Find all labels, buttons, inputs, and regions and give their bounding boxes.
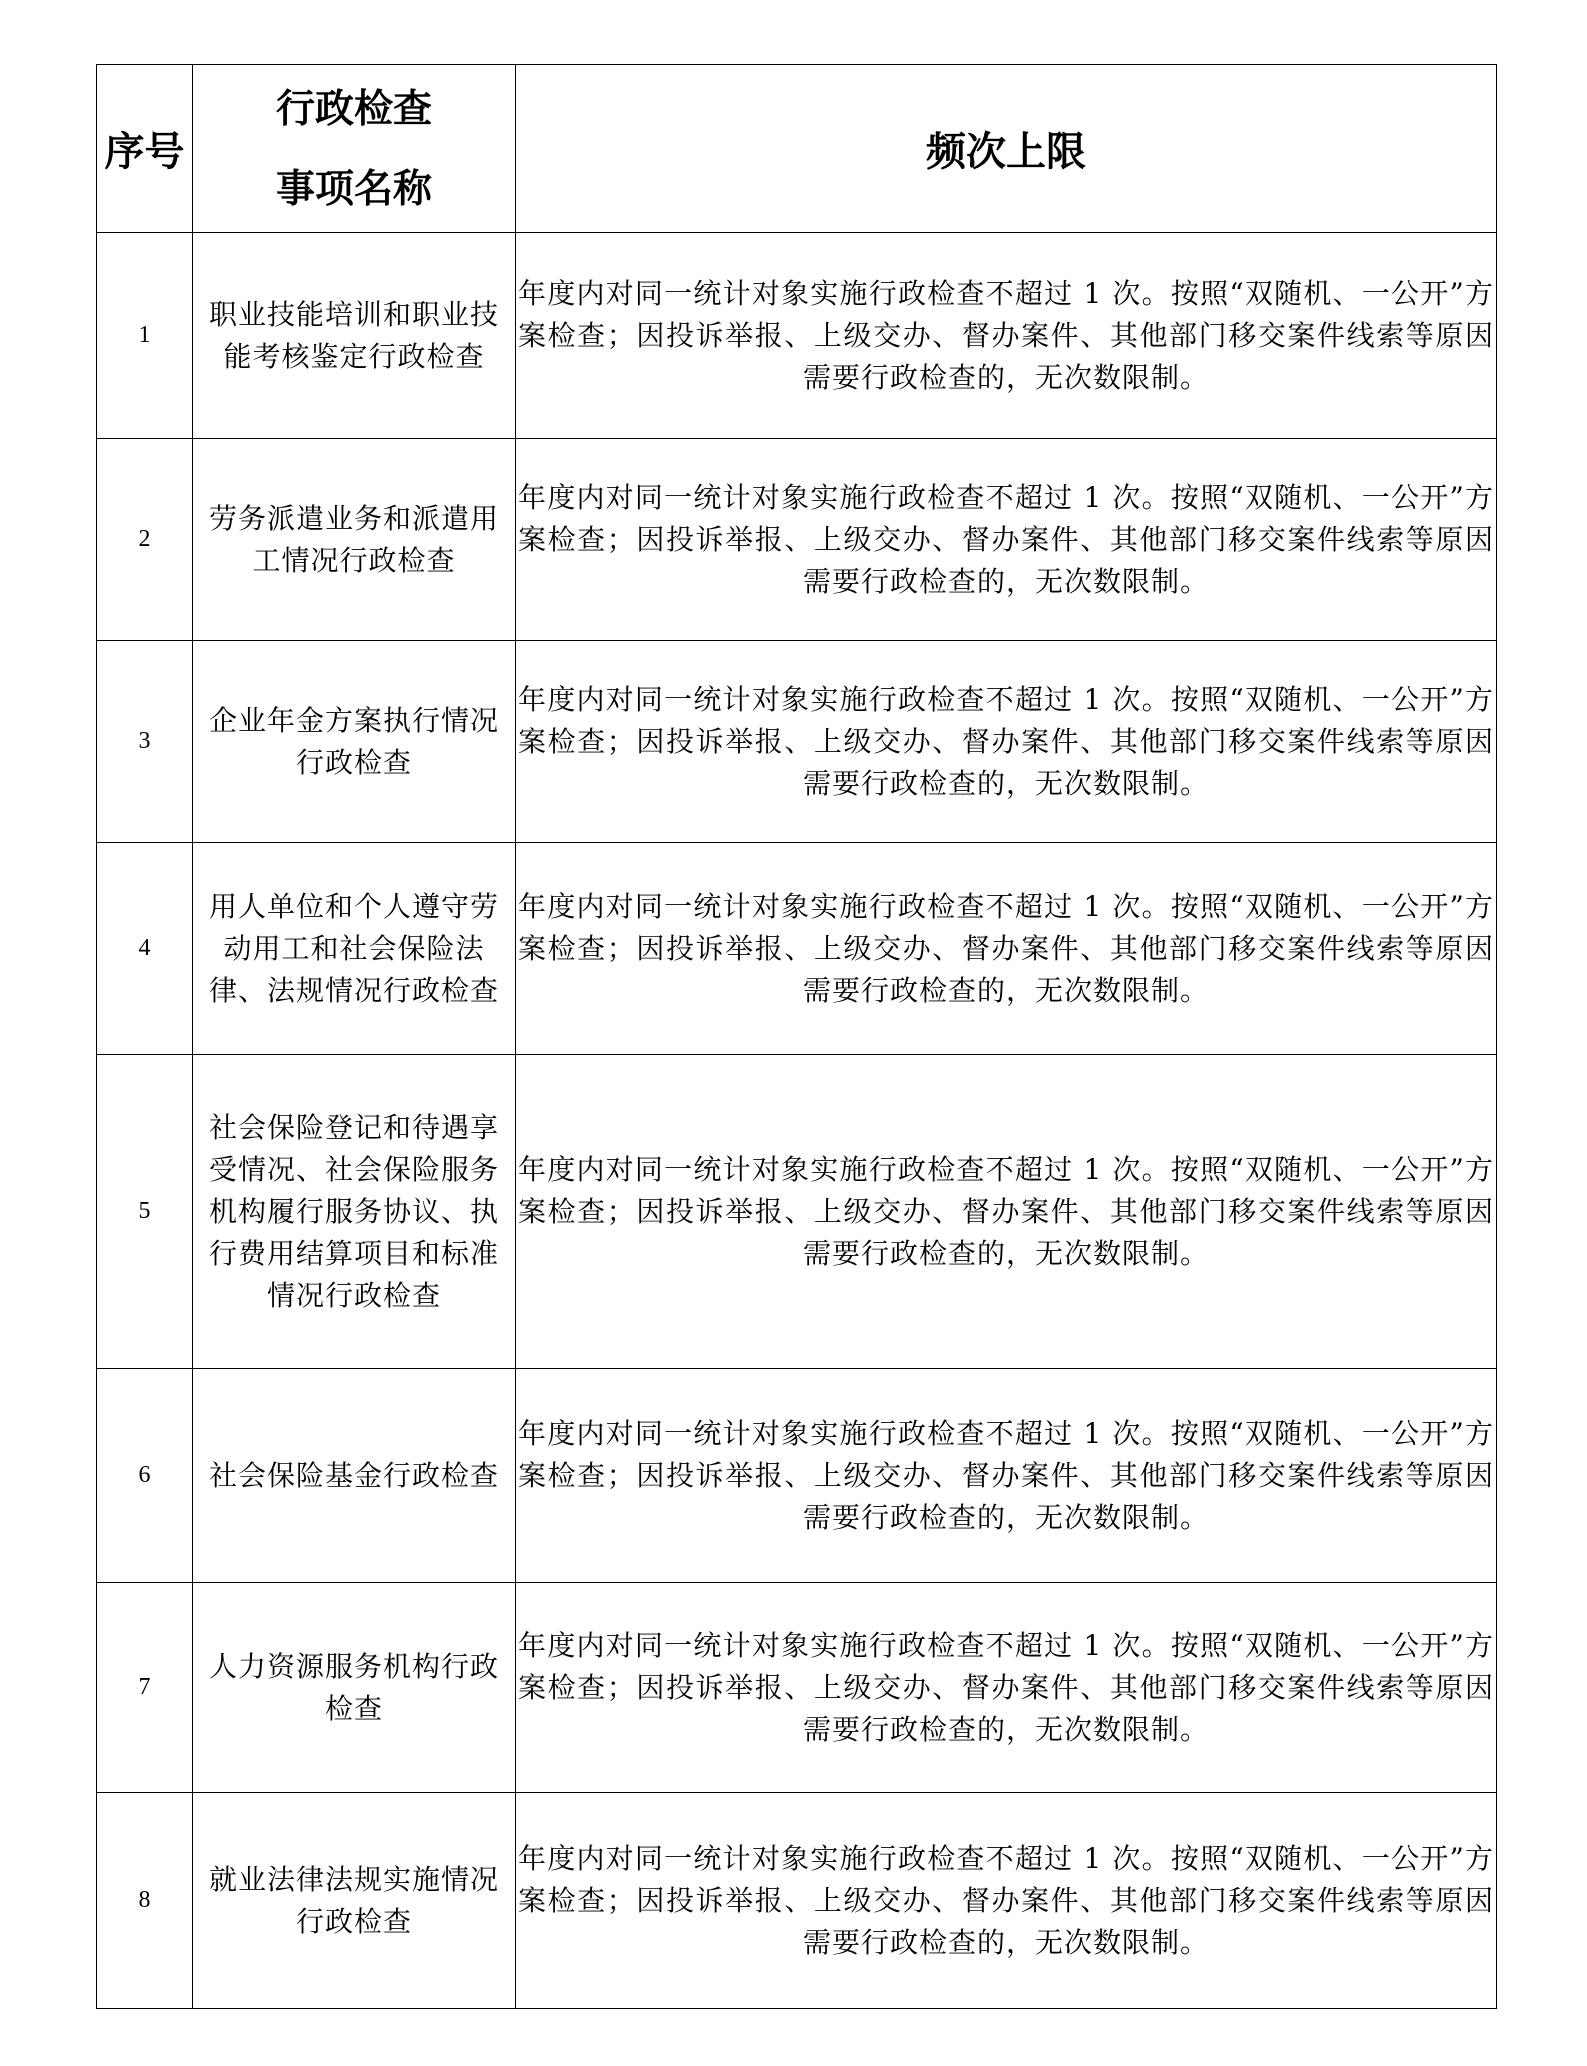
row-frequency-text: 年度内对同一统计对象实施行政检查不超过 1 次。按照“双随机、一公开”方案检查；因投诉举报、上级交办、督办案件、其他部门移交案件线索等原因需要行政检查的，无次数限制。: [518, 1628, 1494, 1746]
row-item-name: 劳务派遣业务和派遣用工情况行政检查: [193, 439, 516, 641]
row-frequency-text: 年度内对同一统计对象实施行政检查不超过 1 次。按照“双随机、一公开”方案检查；因投诉举报、上级交办、督办案件、其他部门移交案件线索等原因需要行政检查的，无次数限制。: [518, 1416, 1494, 1534]
row-frequency-limit: [516, 439, 1497, 641]
row-frequency-text: 年度内对同一统计对象实施行政检查不超过 1 次。按照“双随机、一公开”方案检查；因投诉举报、上级交办、督办案件、其他部门移交案件线索等原因需要行政检查的，无次数限制。: [518, 480, 1494, 598]
header-item-name-line1: 行政检查: [275, 85, 432, 132]
table-row: [97, 843, 1497, 1055]
row-item-name: 企业年金方案执行情况行政检查: [193, 641, 516, 843]
inspection-frequency-table: [96, 64, 1497, 2009]
row-number: 7: [97, 1583, 193, 1793]
table-row: [97, 1793, 1497, 2009]
table-row: [97, 1369, 1497, 1583]
table-row: [97, 233, 1497, 439]
table-row: [97, 439, 1497, 641]
table-row: [97, 1583, 1497, 1793]
row-frequency-text: 年度内对同一统计对象实施行政检查不超过 1 次。按照“双随机、一公开”方案检查；因投诉举报、上级交办、督办案件、其他部门移交案件线索等原因需要行政检查的，无次数限制。: [518, 1152, 1494, 1270]
row-frequency-text: 年度内对同一统计对象实施行政检查不超过 1 次。按照“双随机、一公开”方案检查；因投诉举报、上级交办、督办案件、其他部门移交案件线索等原因需要行政检查的，无次数限制。: [518, 682, 1494, 800]
row-frequency-limit: [516, 1055, 1497, 1369]
row-item-name: 职业技能培训和职业技能考核鉴定行政检查: [193, 233, 516, 439]
row-number: 4: [97, 843, 193, 1055]
row-item-name: 社会保险登记和待遇享受情况、社会保险服务机构履行服务协议、执行费用结算项目和标准情况行政检查: [193, 1055, 516, 1369]
row-frequency-limit: [516, 843, 1497, 1055]
row-frequency-text: 年度内对同一统计对象实施行政检查不超过 1 次。按照“双随机、一公开”方案检查；因投诉举报、上级交办、督办案件、其他部门移交案件线索等原因需要行政检查的，无次数限制。: [518, 1841, 1494, 1959]
row-item-name: 就业法律法规实施情况行政检查: [193, 1793, 516, 2009]
row-frequency-limit: [516, 1369, 1497, 1583]
header-item-name: [193, 65, 516, 233]
row-item-name: 用人单位和个人遵守劳动用工和社会保险法律、法规情况行政检查: [193, 843, 516, 1055]
header-number: 序号: [97, 65, 193, 233]
row-number: 3: [97, 641, 193, 843]
row-frequency-limit: [516, 1793, 1497, 2009]
row-number: 5: [97, 1055, 193, 1369]
row-item-name: 社会保险基金行政检查: [193, 1369, 516, 1583]
table-row: [97, 1055, 1497, 1369]
row-frequency-text: 年度内对同一统计对象实施行政检查不超过 1 次。按照“双随机、一公开”方案检查；因投诉举报、上级交办、督办案件、其他部门移交案件线索等原因需要行政检查的，无次数限制。: [518, 276, 1494, 394]
table-row: [97, 641, 1497, 843]
row-number: 8: [97, 1793, 193, 2009]
header-row: [97, 65, 1497, 233]
row-frequency-text: 年度内对同一统计对象实施行政检查不超过 1 次。按照“双随机、一公开”方案检查；因投诉举报、上级交办、督办案件、其他部门移交案件线索等原因需要行政检查的，无次数限制。: [518, 889, 1494, 1007]
row-number: 2: [97, 439, 193, 641]
row-frequency-limit: [516, 641, 1497, 843]
row-frequency-limit: [516, 1583, 1497, 1793]
row-number: 6: [97, 1369, 193, 1583]
row-number: 1: [97, 233, 193, 439]
row-frequency-limit: [516, 233, 1497, 439]
row-item-name: 人力资源服务机构行政检查: [193, 1583, 516, 1793]
header-item-name-line2: 事项名称: [275, 165, 432, 212]
header-frequency-limit: 频次上限: [516, 65, 1497, 233]
